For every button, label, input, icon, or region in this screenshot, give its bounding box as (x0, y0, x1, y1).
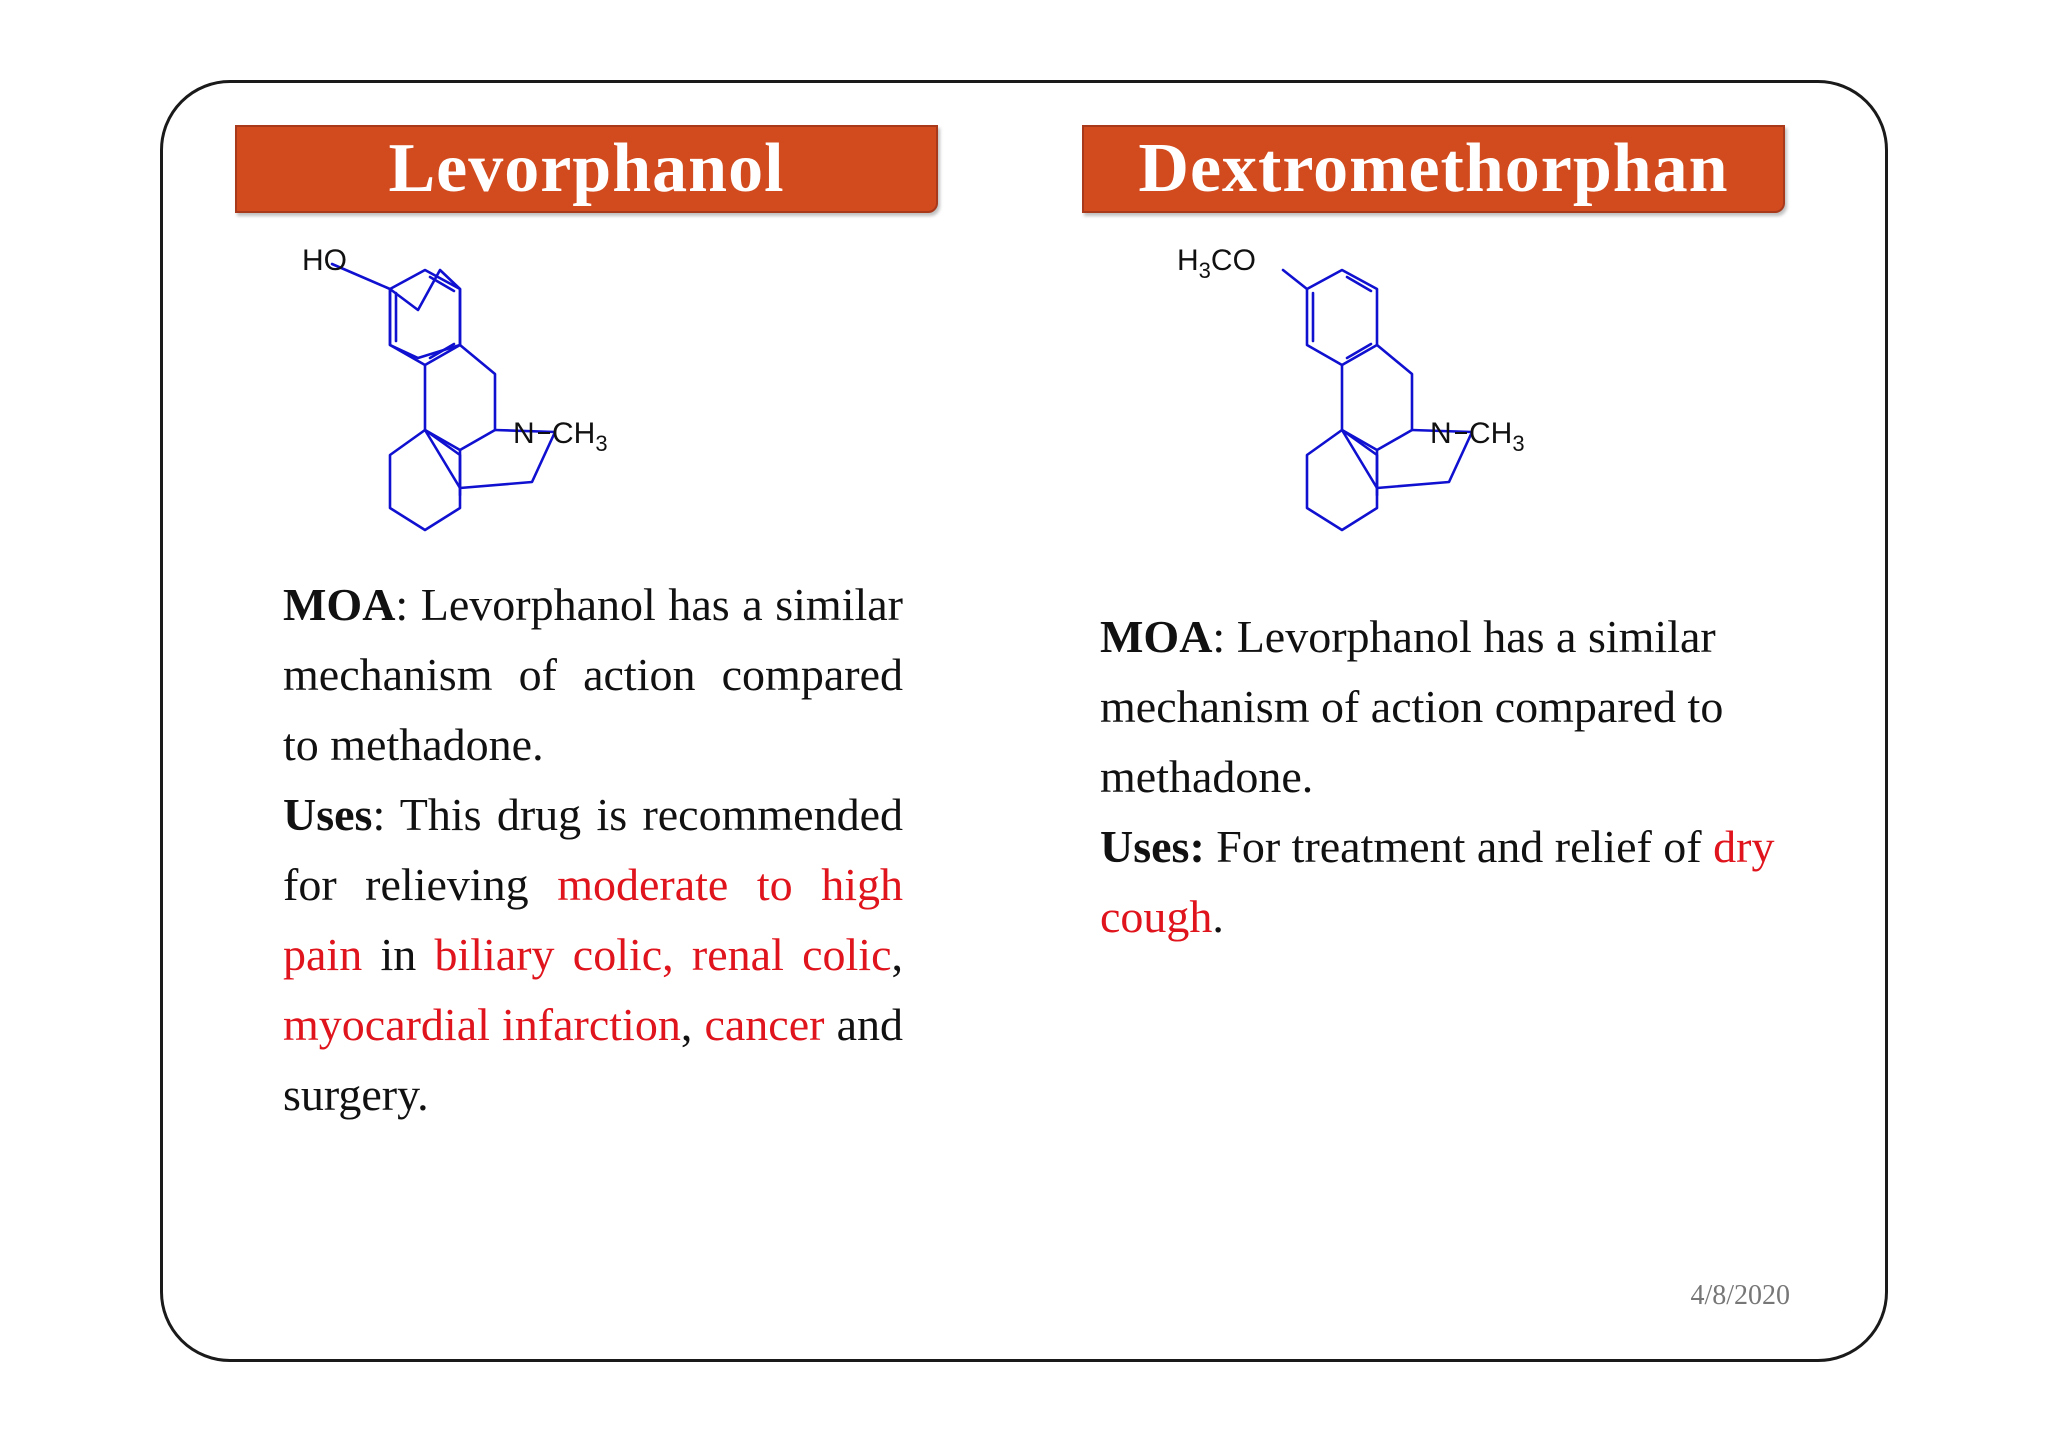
uses-label: Uses (283, 789, 373, 840)
methyl-ch: CH (1469, 417, 1513, 450)
methoxy-label (1177, 244, 1256, 283)
moa-sep: : (395, 579, 409, 630)
uses-highlight: cancer (704, 999, 825, 1050)
moa-text: Levorphanol has a similar mechanism of action compared to methadone. (1100, 611, 1724, 802)
moa-label: MOA (1100, 611, 1213, 662)
methyl-ch: CH (552, 417, 596, 450)
uses-highlight: myocardial infarction (283, 999, 681, 1050)
ho-label: HO (302, 244, 347, 277)
uses-label: Uses: (1100, 821, 1205, 872)
uses-text: . (1212, 891, 1224, 942)
dextromethorphan-bonds (1283, 270, 1472, 530)
uses-text: in (362, 929, 435, 980)
uses-highlight: biliary colic, renal colic (434, 929, 892, 980)
uses-highlight: moderate to high pain (283, 859, 903, 980)
dextromethorphan-structure (1170, 240, 1660, 560)
uses-sep: : (372, 789, 386, 840)
uses-highlight: dry cough (1100, 821, 1775, 942)
methyl-label (1469, 417, 1525, 456)
title-levorphanol (235, 125, 938, 213)
moa-text: Levorphanol has a similar mechanism of action compared to methadone. (283, 579, 903, 770)
amine-n-label: N (513, 417, 535, 450)
methoxy-co: CO (1210, 244, 1256, 277)
uses-text: , (891, 929, 903, 980)
moa-sep: : (1212, 611, 1226, 662)
dextromethorphan-description (1100, 602, 1800, 952)
title-dextromethorphan-text: Dextromethorphan (1138, 130, 1729, 207)
levorphanol-moa (283, 570, 903, 780)
levorphanol-structure (302, 240, 820, 560)
dextromethorphan-moa (1100, 602, 1800, 812)
methyl-label (552, 417, 608, 456)
uses-text: , (680, 999, 705, 1050)
uses-text: and surgery. (283, 999, 904, 1120)
methyl-sub: 3 (1512, 431, 1525, 456)
uses-text: This drug is recommended for relieving (283, 789, 903, 910)
methyl-sub: 3 (595, 431, 608, 456)
methoxy-h: H (1177, 244, 1199, 277)
uses-text: For treatment and relief of (1204, 821, 1714, 872)
dextromethorphan-uses (1100, 812, 1800, 952)
levorphanol-uses (283, 780, 903, 1130)
moa-label: MOA (283, 579, 396, 630)
title-levorphanol-text: Levorphanol (388, 130, 785, 207)
levorphanol-bonds (332, 264, 555, 530)
levorphanol-description (283, 570, 903, 1130)
slide-date: 4/8/2020 (1690, 1280, 1790, 1311)
title-dextromethorphan (1082, 125, 1785, 213)
methoxy-sub: 3 (1198, 258, 1211, 283)
amine-n-label: N (1430, 417, 1452, 450)
